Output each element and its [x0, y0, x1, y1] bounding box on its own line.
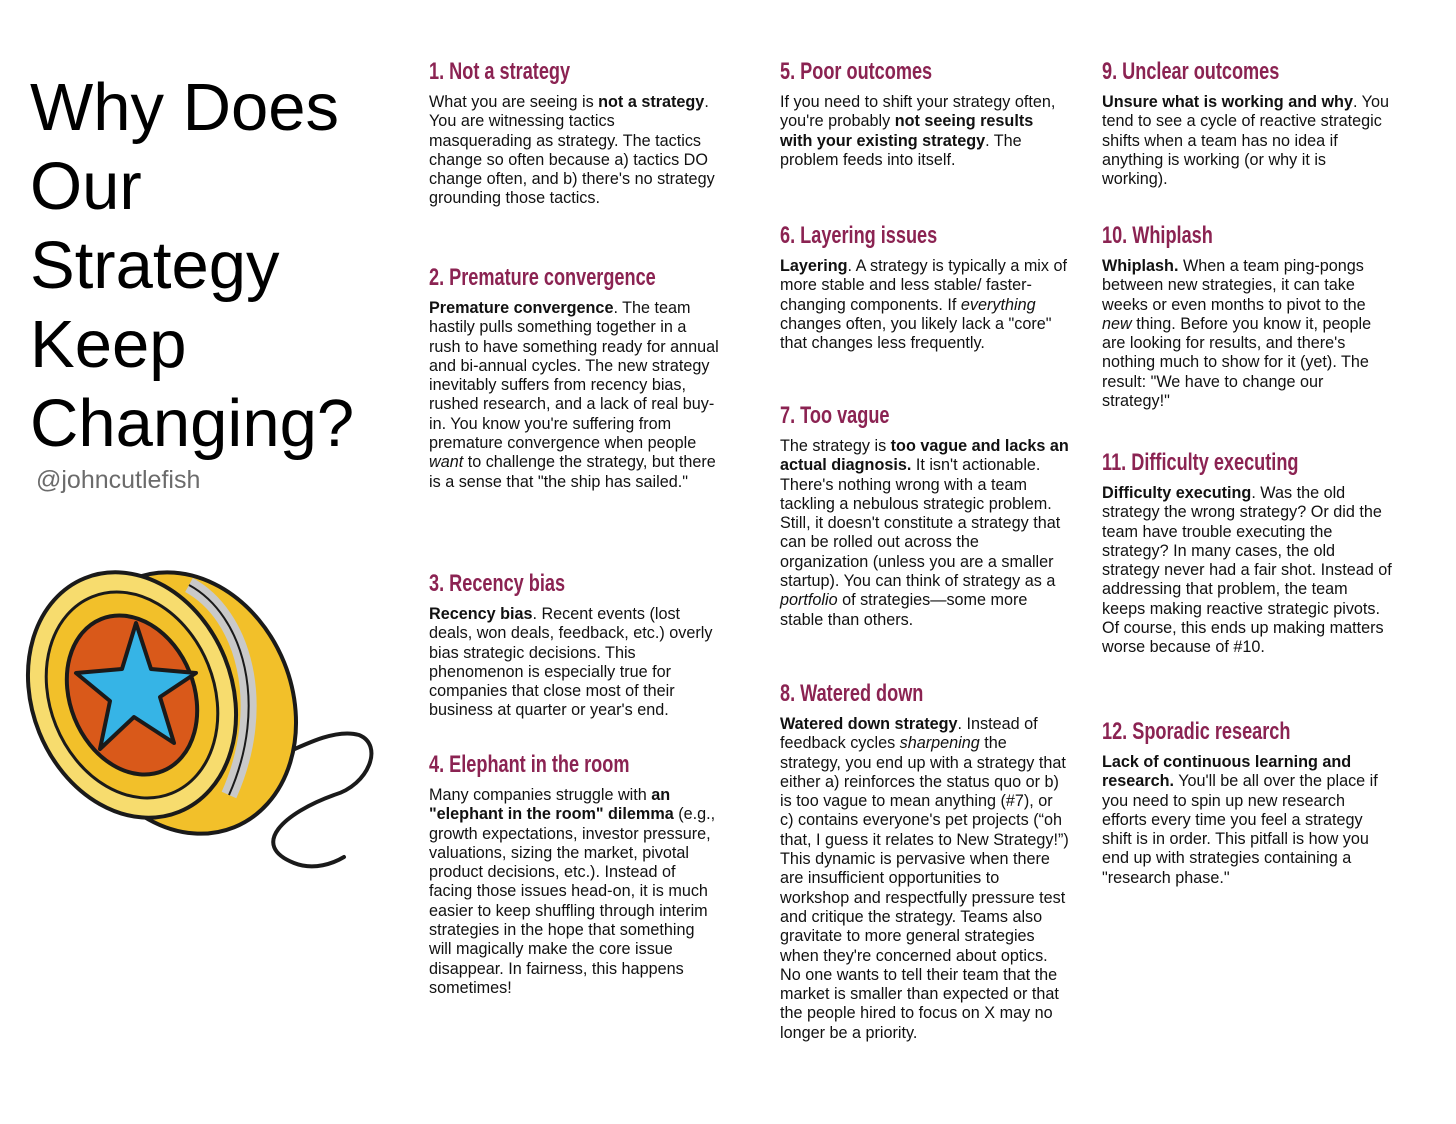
- title-line: Strategy: [30, 228, 280, 303]
- body-text: . A strategy is typically a mix of more stable and less stable/ faster-changing components. If: [780, 257, 1067, 314]
- section-7: [780, 402, 1070, 630]
- bold-text: too vague and lacks an actual diagnosis.: [780, 437, 1069, 475]
- bold-text: Premature convergence: [429, 299, 614, 317]
- body-text: the strategy, you end up with a strategy that either a) reinforces the status quo or b) is too vague to mean anything (#7), or c) contains everyone's pet projects (“oh that, I guess it relates to New Strategy!”) This dynamic is pervasive when there are insufficient opportunities to workshop and respectfully pressure test and critique the strategy. Teams also gravitate to more general strategies when they're concerned about optics. No one wants to tell their team that the market is smaller than expected or that the people hired to focus on X may no longer be a priority.: [780, 734, 1069, 1042]
- section-6: [780, 222, 1070, 353]
- section-heading: 5. Poor outcomes: [780, 58, 933, 85]
- section-heading: 8. Watered down: [780, 680, 924, 707]
- section-body: [429, 93, 719, 209]
- body-text: . The problem feeds into itself.: [780, 131, 1022, 169]
- section-12: [1102, 718, 1392, 888]
- title-line: Changing?: [30, 386, 355, 461]
- section-4: [429, 751, 719, 998]
- bold-text: Difficulty executing: [1102, 484, 1252, 502]
- body-text: . Was the old strategy the wrong strategy? Or did the team have trouble executing the strategy? In many cases, the old strategy never had a fair shot. Instead of addressing that problem, the team keeps making reactive strategic pivots. Of course, this ends up making matters worse because of #10.: [1102, 484, 1392, 657]
- section-heading: 11. Difficulty executing: [1102, 449, 1299, 476]
- bold-text: Recency bias: [429, 605, 533, 623]
- body-text: . The team hastily pulls something together in a rush to have something ready for annual and bi-annual cycles. The new strategy inevitably suffers from recency bias, rushed research, and a lack of real buy-in. You know you're suffering from premature convergence when people: [429, 299, 719, 453]
- section-10: [1102, 222, 1392, 411]
- section-heading: 2. Premature convergence: [429, 264, 656, 291]
- body-text: It isn't actionable. There's nothing wrong with a team tackling a nebulous strategic problem. Still, it doesn't constitute a strategy that can be rolled out across the organization (unless you are a smaller startup). You can think of strategy as a: [780, 456, 1061, 591]
- body-text: . Recent events (lost deals, won deals, feedback, etc.) overly bias strategic decisions. This phenomenon is especially true for companies that close most of their business at quarter or year's end.: [429, 605, 713, 720]
- italic-text: everything: [960, 295, 1036, 314]
- bold-text: Watered down strategy: [780, 715, 958, 733]
- section-body: [1102, 753, 1392, 888]
- bold-text: Layering: [780, 257, 848, 275]
- body-text: . Instead of feedback cycles: [780, 715, 1038, 753]
- title-line: Our: [30, 149, 142, 224]
- section-heading: 4. Elephant in the room: [429, 751, 630, 778]
- section-body: [780, 715, 1070, 1043]
- section-heading: 9. Unclear outcomes: [1102, 58, 1280, 85]
- section-body: [1102, 257, 1392, 411]
- yoyo-icon: [14, 545, 384, 880]
- bold-text: an "elephant in the room" dilemma: [429, 786, 674, 824]
- italic-text: want: [429, 453, 464, 472]
- section-8: [780, 680, 1070, 1043]
- body-text: changes often, you likely lack a "core" that changes less frequently.: [780, 314, 1052, 353]
- section-heading: 7. Too vague: [780, 402, 890, 429]
- body-text: The strategy is: [780, 437, 891, 455]
- section-2: [429, 264, 719, 492]
- section-body: [429, 605, 719, 721]
- body-text: thing. Before you know it, people are looking for results, and there's nothing much to show for it (yet). The result: "We have to change our strategy!": [1102, 314, 1372, 411]
- section-5: [780, 58, 1070, 170]
- author-handle: @johncutlefish: [36, 466, 201, 494]
- section-body: [780, 93, 1070, 170]
- body-text: to challenge the strategy, but there is a sense that "the ship has sailed.": [429, 453, 716, 491]
- section-heading: 6. Layering issues: [780, 222, 938, 249]
- body-text: of strategies—some more stable than others.: [780, 591, 1028, 629]
- italic-text: sharpening: [899, 734, 980, 753]
- section-heading: 3. Recency bias: [429, 570, 566, 597]
- section-body: [429, 299, 719, 492]
- body-text: Many companies struggle with: [429, 786, 652, 804]
- body-text: What you are seeing is: [429, 93, 599, 111]
- section-body: [780, 437, 1070, 630]
- section-heading: 1. Not a strategy: [429, 58, 571, 85]
- section-body: [1102, 93, 1392, 189]
- section-11: [1102, 449, 1392, 658]
- title-line: Keep: [30, 307, 187, 382]
- bold-text: not seeing results with your existing strategy: [780, 112, 1034, 150]
- body-text: . You are witnessing tactics masquerading as strategy. The tactics change so often because a) tactics DO change often, and b) there's no strategy grounding those tactics.: [429, 93, 715, 208]
- section-heading: 10. Whiplash: [1102, 222, 1213, 249]
- bold-text: Lack of continuous learning and research.: [1102, 753, 1352, 791]
- section-body: [429, 786, 719, 998]
- body-text: . You tend to see a cycle of reactive strategic shifts when a team has no idea if anything is working (or why it is working).: [1102, 93, 1389, 189]
- italic-text: portfolio: [780, 591, 838, 610]
- body-text: If you need to shift your strategy often, you're probably: [780, 93, 1056, 131]
- page-title: [30, 68, 400, 463]
- yoyo-illustration: [14, 545, 384, 875]
- bold-text: Unsure what is working and why: [1102, 93, 1353, 111]
- section-heading: 12. Sporadic research: [1102, 718, 1291, 745]
- section-9: [1102, 58, 1392, 189]
- bold-text: Whiplash.: [1102, 257, 1179, 275]
- section-body: [780, 257, 1070, 353]
- body-text: You'll be all over the place if you need to spin up new research efforts every time you feel a strategy shift is in order. This pitfall is how you end up with strategies containing a "research phase.": [1102, 772, 1378, 887]
- title-line: Why Does: [30, 70, 340, 145]
- bold-text: not a strategy: [598, 93, 705, 111]
- section-body: [1102, 484, 1392, 658]
- body-text: When a team ping-pongs between new strategies, it can take weeks or even months to pivot to the: [1102, 257, 1366, 314]
- body-text: (e.g., growth expectations, investor pressure, valuations, sizing the market, pivotal product decisions, etc.). Instead of facing those issues head-on, it is much easier to keep shuffling through interim strategies in the hope that something will magically make the core issue disappear. In fairness, this happens sometimes!: [429, 805, 716, 997]
- italic-text: new: [1102, 314, 1132, 333]
- section-1: [429, 58, 719, 209]
- section-3: [429, 570, 719, 721]
